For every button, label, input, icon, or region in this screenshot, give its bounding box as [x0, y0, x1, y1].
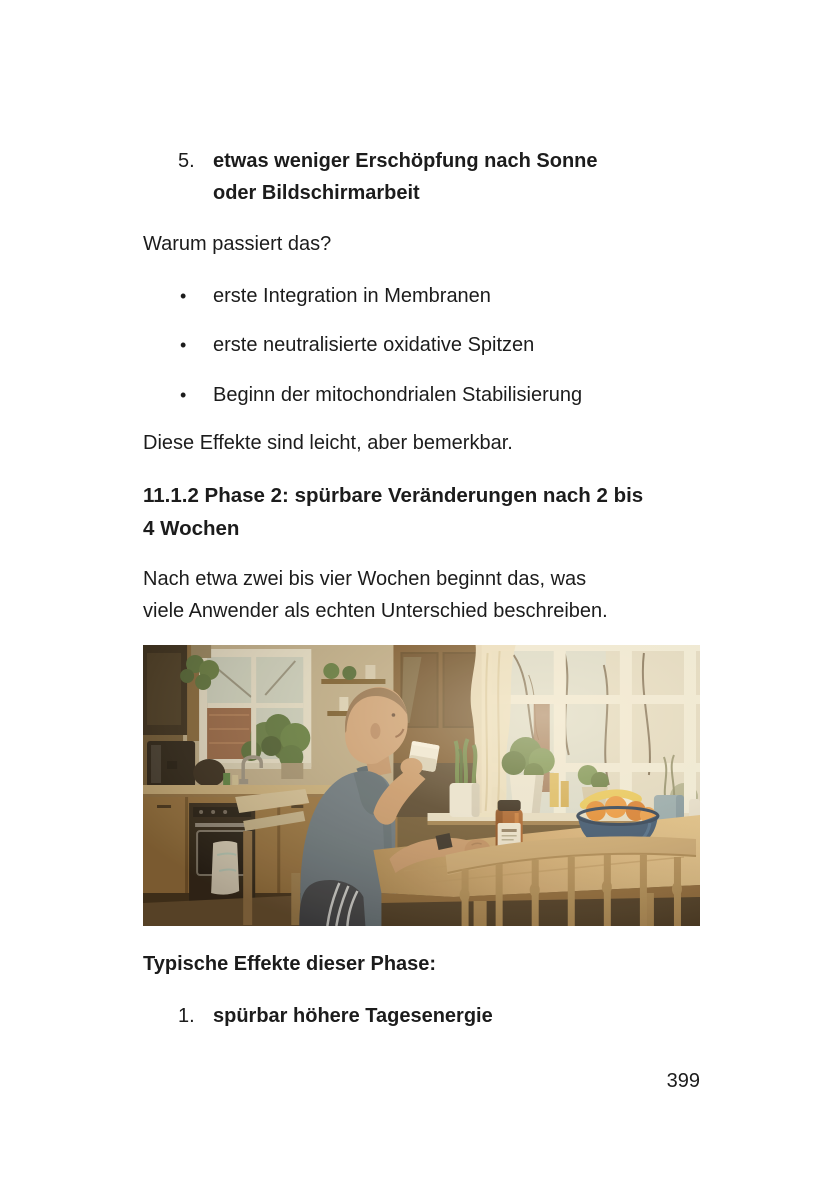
bullet-list	[143, 280, 700, 411]
list-item-text: spürbar höhere Tagesenergie	[213, 1005, 493, 1027]
heading-line: 4 Wochen	[143, 517, 240, 540]
paragraph-line: Nach etwa zwei bis vier Wochen beginnt das, was	[143, 568, 587, 590]
list-item-line: oder Bildschirmarbeit	[213, 182, 420, 204]
bullet-text: Beginn der mitochondrialen Stabilisierung	[213, 384, 583, 406]
heading-line: 11.1.2 Phase 2: spürbare Veränderungen nach 2 bis	[143, 484, 644, 507]
intro-paragraph	[143, 563, 700, 627]
list-item-line: etwas weniger Erschöpfung nach Sonne	[213, 150, 598, 172]
list-item-text	[213, 145, 598, 209]
section-heading	[143, 479, 700, 545]
paragraph-line: viele Anwender als echten Unterschied beschreiben.	[143, 600, 608, 622]
subheading: Typische Effekte dieser Phase:	[143, 953, 437, 975]
list-number: 1.	[178, 1005, 195, 1027]
numbered-list-item-5	[143, 145, 700, 209]
bullet-item	[143, 280, 700, 312]
bullet-text: erste Integration in Membranen	[213, 285, 491, 307]
kitchen-photo	[143, 645, 700, 926]
list-number: 5.	[178, 150, 195, 172]
kitchen-photo-illustration	[143, 645, 700, 926]
page-number: 399	[666, 1070, 700, 1092]
note-paragraph: Diese Effekte sind leicht, aber bemerkbar.	[143, 432, 513, 454]
bullet-marker: •	[180, 286, 187, 306]
bullet-marker: •	[180, 335, 187, 355]
bullet-marker: •	[180, 385, 187, 405]
bullet-text: erste neutralisierte oxidative Spitzen	[213, 334, 535, 356]
question-paragraph: Warum passiert das?	[143, 233, 332, 255]
bullet-item	[143, 379, 700, 411]
document-page	[143, 0, 700, 1097]
bullet-item	[143, 329, 700, 361]
numbered-list-item-1	[143, 1000, 700, 1032]
